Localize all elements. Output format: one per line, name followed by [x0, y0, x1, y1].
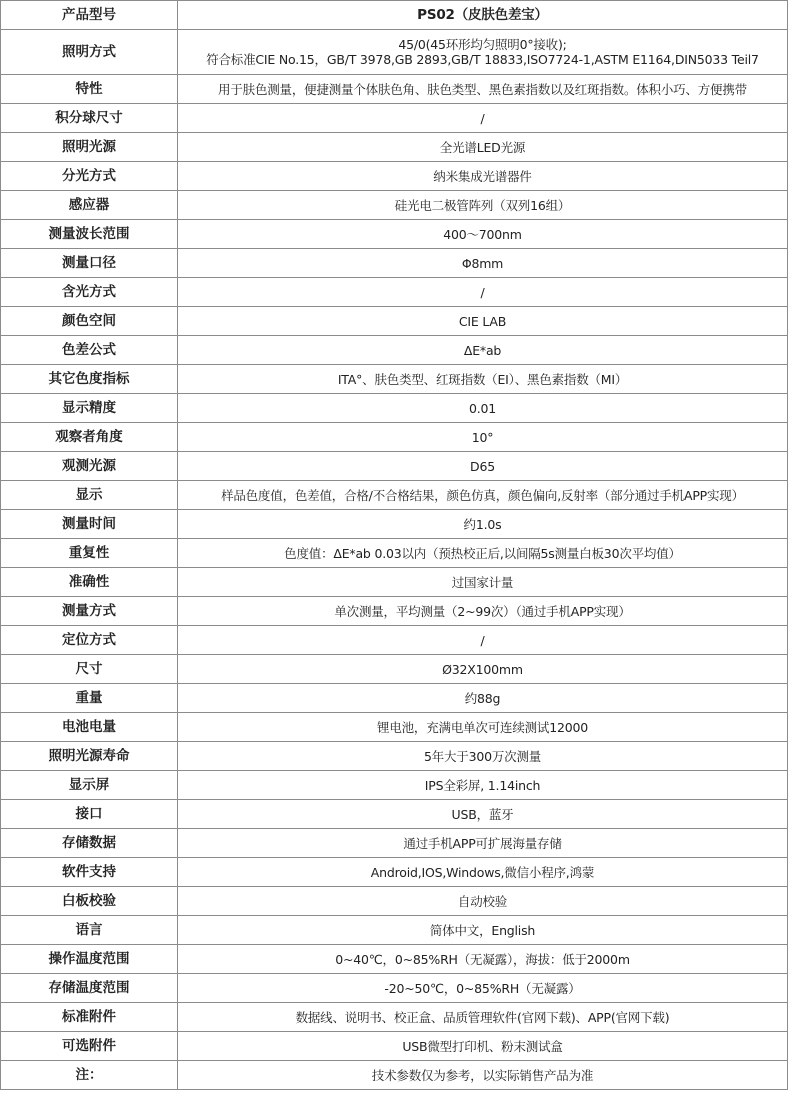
spec-label: 感应器 — [1, 191, 178, 220]
spec-row — [1, 75, 788, 104]
spec-value: / — [178, 278, 788, 307]
spec-value: 约88g — [178, 684, 788, 713]
spec-label: 重量 — [1, 684, 178, 713]
spec-row — [1, 307, 788, 336]
spec-value: Android,IOS,Windows,微信小程序,鸿蒙 — [178, 858, 788, 887]
spec-row-model — [1, 1, 788, 30]
spec-value: 锂电池，充满电单次可连续测试12000 — [178, 713, 788, 742]
spec-label: 测量时间 — [1, 510, 178, 539]
spec-value: / — [178, 626, 788, 655]
spec-value: 全光谱LED光源 — [178, 133, 788, 162]
spec-row — [1, 1003, 788, 1032]
spec-row — [1, 423, 788, 452]
spec-row — [1, 481, 788, 510]
spec-label: 可选附件 — [1, 1032, 178, 1061]
spec-label: 其它色度指标 — [1, 365, 178, 394]
spec-row — [1, 945, 788, 974]
spec-label: 标准附件 — [1, 1003, 178, 1032]
spec-row — [1, 191, 788, 220]
spec-label: 照明光源 — [1, 133, 178, 162]
spec-row — [1, 800, 788, 829]
spec-row — [1, 452, 788, 481]
spec-row — [1, 858, 788, 887]
spec-label: 照明方式 — [1, 30, 178, 75]
spec-value: 单次测量，平均测量（2~99次）（通过手机APP实现） — [178, 597, 788, 626]
spec-row — [1, 278, 788, 307]
spec-value: 简体中文，English — [178, 916, 788, 945]
spec-label: 观测光源 — [1, 452, 178, 481]
spec-value: 色度值：ΔE*ab 0.03以内（预热校正后,以间隔5s测量白板30次平均值） — [178, 539, 788, 568]
spec-row — [1, 626, 788, 655]
spec-value: CIE LAB — [178, 307, 788, 336]
spec-label: 接口 — [1, 800, 178, 829]
spec-value: 样品色度值，色差值，合格/不合格结果，颜色仿真，颜色偏向,反射率（部分通过手机APP实现） — [178, 481, 788, 510]
spec-value: IPS全彩屏, 1.14inch — [178, 771, 788, 800]
spec-label: 白板校验 — [1, 887, 178, 916]
spec-row — [1, 220, 788, 249]
spec-value-line-standards: 符合标准CIE No.15，GB/T 3978,GB 2893,GB/T 18833,ISO7724-1,ASTM E1164,DIN5033 Teil7 — [206, 52, 759, 67]
spec-label: 颜色空间 — [1, 307, 178, 336]
spec-row — [1, 597, 788, 626]
spec-value: 10° — [178, 423, 788, 452]
spec-row — [1, 684, 788, 713]
spec-label: 重复性 — [1, 539, 178, 568]
spec-row — [1, 916, 788, 945]
spec-row — [1, 336, 788, 365]
spec-value: PS02（皮肤色差宝） — [178, 1, 788, 30]
spec-value: 过国家计量 — [178, 568, 788, 597]
spec-value: USB微型打印机、粉末测试盒 — [178, 1032, 788, 1061]
spec-label: 操作温度范围 — [1, 945, 178, 974]
spec-label: 测量方式 — [1, 597, 178, 626]
spec-value: 数据线、说明书、校正盒、品质管理软件(官网下载)、APP(官网下载) — [178, 1003, 788, 1032]
spec-value: 纳米集成光谱器件 — [178, 162, 788, 191]
spec-label: 软件支持 — [1, 858, 178, 887]
spec-row — [1, 133, 788, 162]
spec-row — [1, 568, 788, 597]
spec-label: 显示精度 — [1, 394, 178, 423]
spec-label: 定位方式 — [1, 626, 178, 655]
spec-row — [1, 1032, 788, 1061]
spec-row — [1, 887, 788, 916]
spec-row — [1, 829, 788, 858]
spec-value: 自动校验 — [178, 887, 788, 916]
spec-value-line: 45/0(45环形均匀照明0°接收); — [398, 37, 567, 52]
spec-label: 分光方式 — [1, 162, 178, 191]
spec-value: / — [178, 104, 788, 133]
spec-row — [1, 771, 788, 800]
spec-label: 语言 — [1, 916, 178, 945]
spec-value: 硅光电二极管阵列（双列16组） — [178, 191, 788, 220]
spec-label: 显示 — [1, 481, 178, 510]
spec-label: 存储温度范围 — [1, 974, 178, 1003]
spec-row — [1, 104, 788, 133]
spec-label: 特性 — [1, 75, 178, 104]
spec-value: USB，蓝牙 — [178, 800, 788, 829]
spec-value: 400～700nm — [178, 220, 788, 249]
spec-label: 观察者角度 — [1, 423, 178, 452]
spec-label: 含光方式 — [1, 278, 178, 307]
spec-row — [1, 249, 788, 278]
spec-row — [1, 655, 788, 684]
spec-value: ΔE*ab — [178, 336, 788, 365]
spec-row-illumination — [1, 30, 788, 75]
spec-label: 显示屏 — [1, 771, 178, 800]
spec-label: 积分球尺寸 — [1, 104, 178, 133]
spec-label: 注： — [1, 1061, 178, 1090]
spec-label: 照明光源寿命 — [1, 742, 178, 771]
spec-value: 通过手机APP可扩展海量存储 — [178, 829, 788, 858]
spec-label: 测量波长范围 — [1, 220, 178, 249]
spec-value: 约1.0s — [178, 510, 788, 539]
spec-value: Ø32X100mm — [178, 655, 788, 684]
spec-label: 测量口径 — [1, 249, 178, 278]
spec-value: -20~50℃，0~85%RH（无凝露） — [178, 974, 788, 1003]
spec-label: 电池电量 — [1, 713, 178, 742]
spec-value: Φ8mm — [178, 249, 788, 278]
spec-value: D65 — [178, 452, 788, 481]
spec-value — [178, 30, 788, 75]
spec-label: 存储数据 — [1, 829, 178, 858]
spec-row — [1, 742, 788, 771]
spec-row — [1, 162, 788, 191]
spec-value: 5年大于300万次测量 — [178, 742, 788, 771]
spec-row — [1, 974, 788, 1003]
spec-label: 色差公式 — [1, 336, 178, 365]
spec-value: 0.01 — [178, 394, 788, 423]
spec-value: 技术参数仅为参考，以实际销售产品为准 — [178, 1061, 788, 1090]
spec-row — [1, 394, 788, 423]
spec-label: 准确性 — [1, 568, 178, 597]
spec-value: 用于肤色测量，便捷测量个体肤色角、肤色类型、黑色素指数以及红斑指数。体积小巧、方便携带 — [178, 75, 788, 104]
spec-value: 0~40℃，0~85%RH（无凝露），海拔：低于2000m — [178, 945, 788, 974]
spec-row — [1, 365, 788, 394]
spec-label: 尺寸 — [1, 655, 178, 684]
spec-value: ITA°、肤色类型、红斑指数（EI）、黑色素指数（MI） — [178, 365, 788, 394]
spec-row-note — [1, 1061, 788, 1090]
spec-row — [1, 510, 788, 539]
spec-label: 产品型号 — [1, 1, 178, 30]
spec-row — [1, 539, 788, 568]
spec-row — [1, 713, 788, 742]
